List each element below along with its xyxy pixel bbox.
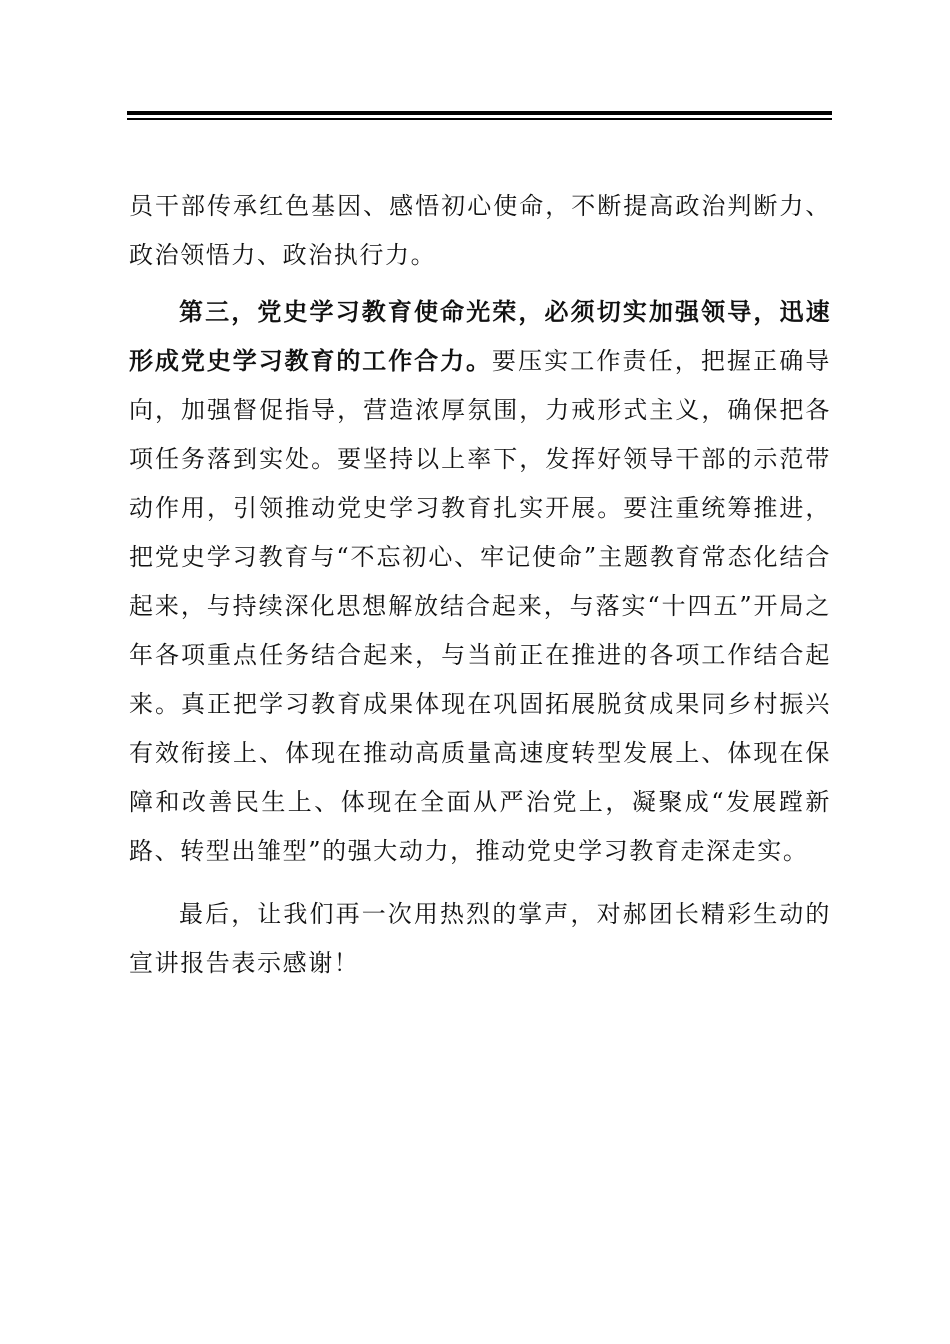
- paragraph-body-text: 要压实工作责任，把握正确导向，加强督促指导，营造浓厚氛围，力戒形式主义，确保把各项任务落到实处。要坚持以上率下，发挥好领导干部的示范带动作用，引领推动党史学习教育扎实开展。要注重统筹推进，把党史学习教育与“不忘初心、牢记使命”主题教育常态化结合起来，与持续深化思想解放结合起来，与落实“十四五”开局之年各项重点任务结合起来，与当前正在推进的各项工作结合起来。真正把学习教育成果体现在巩固拓展脱贫成果同乡村振兴有效衔接上、体现在推动高质量高速度转型发展上、体现在保障和改善民生上、体现在全面从严治党上，凝聚成“发展蹚新路、转型出雏型”的强大动力，推动党史学习教育走深走实。: [129, 347, 831, 865]
- header-rule-thin-line: [127, 118, 832, 120]
- paragraph-closing: 最后，让我们再一次用热烈的掌声，对郝团长精彩生动的宣讲报告表示感谢！: [129, 900, 831, 977]
- paragraph-heading-bold: 第三，党史学习教育使命光荣，必须切实加强领导，迅速形成党史学习教育的工作合力。: [129, 298, 831, 375]
- paragraph-third-point: [129, 288, 831, 876]
- header-double-rule: [127, 111, 832, 121]
- document-body: [129, 182, 831, 988]
- paragraph-continuation: 员干部传承红色基因、感悟初心使命，不断提高政治判断力、政治领悟力、政治执行力。: [129, 192, 831, 269]
- header-rule-thick-line: [127, 111, 832, 115]
